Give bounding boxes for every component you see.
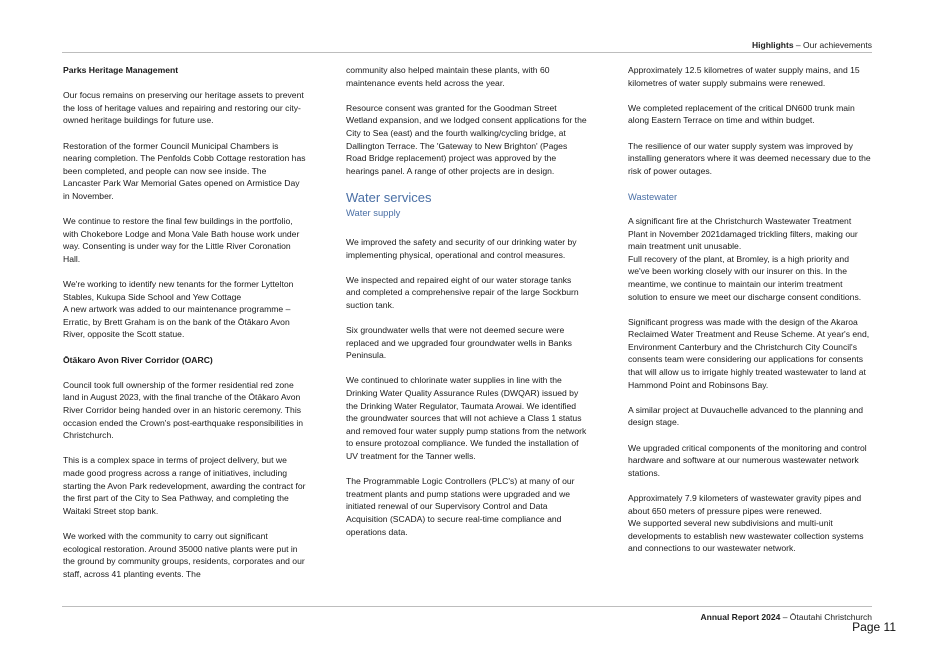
paragraph: Council took full ownership of the former residential red zone land in August 2023, with the final tranche of the Ōtākaro Avon River Corridor being handed over in an historic ceremony. This occasion ended the Crown's post-earthquake responsibilities in Christchurch. [63,379,304,441]
paragraph: The resilience of our water supply system was improved by installing generators where it was deemed necessary due to the risk of power outages. [628,140,871,176]
footer-org: Ōtautahi Christchurch [789,612,872,622]
footer-divider [62,606,872,607]
paragraph-group [628,215,872,303]
paragraph-group [628,492,872,555]
section-subtitle-water-supply: Water supply [346,206,401,218]
paragraph-group [63,278,306,341]
paragraph: Restoration of the former Council Municipal Chambers is nearing completion. The Penfolds Cobb Cottage restoration has been completed, and people can now see inside. The Lancaster Park War Memorial Gates opened on Armistice Day in November. [63,140,306,201]
paragraph: We continue to restore the final few buildings in the portfolio, with Chokebore Lodge and Mona Vale Bath house work under way. Consenting is under way for the Little River Coronation Hall. [63,216,300,264]
paragraph: We worked with the community to carry out significant ecological restoration. Around 35000 native plants were put in the ground by community groups, residents, corporates and our staff, across 41 planting events. The [63,530,305,579]
paragraph: Resource consent was granted for the Goodman Street Wetland expansion, and we lodged consent applications for the City to Sea (east) and the fourth walking/cycling bridge, at Dallington Terrace. The 'Gateway to New Brighton' (Pages Road Bridge replacement) project was approved by the hearings panel. A range of other projects are in design. [346,102,587,176]
paragraph-line: A new artwork was added to our maintenance programme – Erratic, by Brett Graham is on the bank of the Ōtākaro Avon River, opposite the Scott statue. [63,304,291,340]
page-number: Page 11 [852,620,896,634]
section-heading-wastewater: Wastewater [628,190,678,202]
paragraph-line: Full recovery of the plant, at Bromley, is a high priority and we've been working closely with our insurer on this. In the meantime, we continue to maintain our interim treatment solution to ensure we meet our discharge consent conditions. [628,253,862,302]
header-title: Our achievements [803,40,872,50]
footer-separator: – [780,612,790,622]
paragraph: We upgraded critical components of the monitoring and control hardware and software at our numerous wastewater network stations. [628,442,867,478]
header-section: Highlights [752,40,794,50]
paragraph: Approximately 12.5 kilometres of water supply mains, and 15 kilometres of water supply submains were renewed. [628,65,860,88]
section-title-water-services: Water services [346,189,432,205]
header-separator: – [793,40,804,50]
heading-parks-heritage: Parks Heritage Management [63,65,179,75]
paragraph: We completed replacement of the critical DN600 trunk main along Eastern Terrace on time and within budget. [628,102,855,126]
paragraph: Our focus remains on preserving our heritage assets to prevent the loss of heritage values and repairing and restoring our city-owned heritage buildings for future use. [63,90,304,126]
paragraph-line: We're working to identify new tenants for the former Lyttelton Stables, Kukupa Side School and Yew Cottage [63,279,294,302]
paragraph: Six groundwater wells that were not deemed secure were replaced and we upgraded four groundwater wells in Banks Peninsula. [346,325,572,361]
paragraph: We inspected and repaired eight of our water storage tanks and completed a comprehensive repair of the large Sockburn suction tank. [346,274,579,310]
paragraph-line: Approximately 7.9 kilometers of wastewater gravity pipes and about 650 meters of pressure pipes were renewed. [628,493,862,516]
page-header [752,40,872,50]
page-footer [701,612,872,622]
paragraph: We improved the safety and security of our drinking water by implementing physical, operational and control measures. [346,236,577,260]
paragraph-line: A significant fire at the Christchurch Wastewater Treatment Plant in November 2021damaged trickling filters, making our main treatment unit unusable. [628,215,858,252]
column-3 [628,64,872,568]
heading-oarc: Ōtākaro Avon River Corridor (OARC) [63,354,213,365]
paragraph: The Programmable Logic Controllers (PLC's) at many of our treatment plants and pump stations were upgraded and we initiated renewal of our Supervisory Control and Data Acquisition (SCADA) to secure real-time compliance and operations data. [346,476,575,537]
paragraph: A similar project at Duvauchelle advanced to the planning and design stage. [628,404,864,428]
paragraph-line: We supported several new subdivisions and multi-unit developments to establish new wastewater collection systems and connections to our wastewater network. [628,518,864,554]
footer-report: Annual Report 2024 [700,612,781,622]
paragraph: This is a complex space in terms of project delivery, but we made good progress across a range of initiatives, including starting the Avon Park redevelopment, awarding the contract for the first part of the City to Sea Pathway, and completing the Waitaki Street stop bank. [63,455,306,516]
paragraph: Significant progress was made with the design of the Akaroa Reclaimed Water Treatment and Reuse Scheme. At year's end, Environment Canterbury and the Christchurch City Council's consents team were considering our applications for consents that will allow us to irrigate highly treated wastewater to land at Hammond Point and Robinsons Bay. [628,316,870,390]
column-2 [346,64,588,551]
column-1 [63,64,306,593]
header-divider [62,52,872,53]
paragraph: We continued to chlorinate water supplies in line with the Drinking Water Quality Assurance Rules (DWQAR) issued by the Drinking Water Regulator, Taumata Arowai. We identified the groundwater sources that will not achieve a Class 1 status and removed four water supply pump stations from the network to ensure protozoal compliance. We funded the installation of UV treatment for the Tanner wells. [346,375,587,462]
paragraph: community also helped maintain these plants, with 60 maintenance events held across the year. [346,65,550,88]
